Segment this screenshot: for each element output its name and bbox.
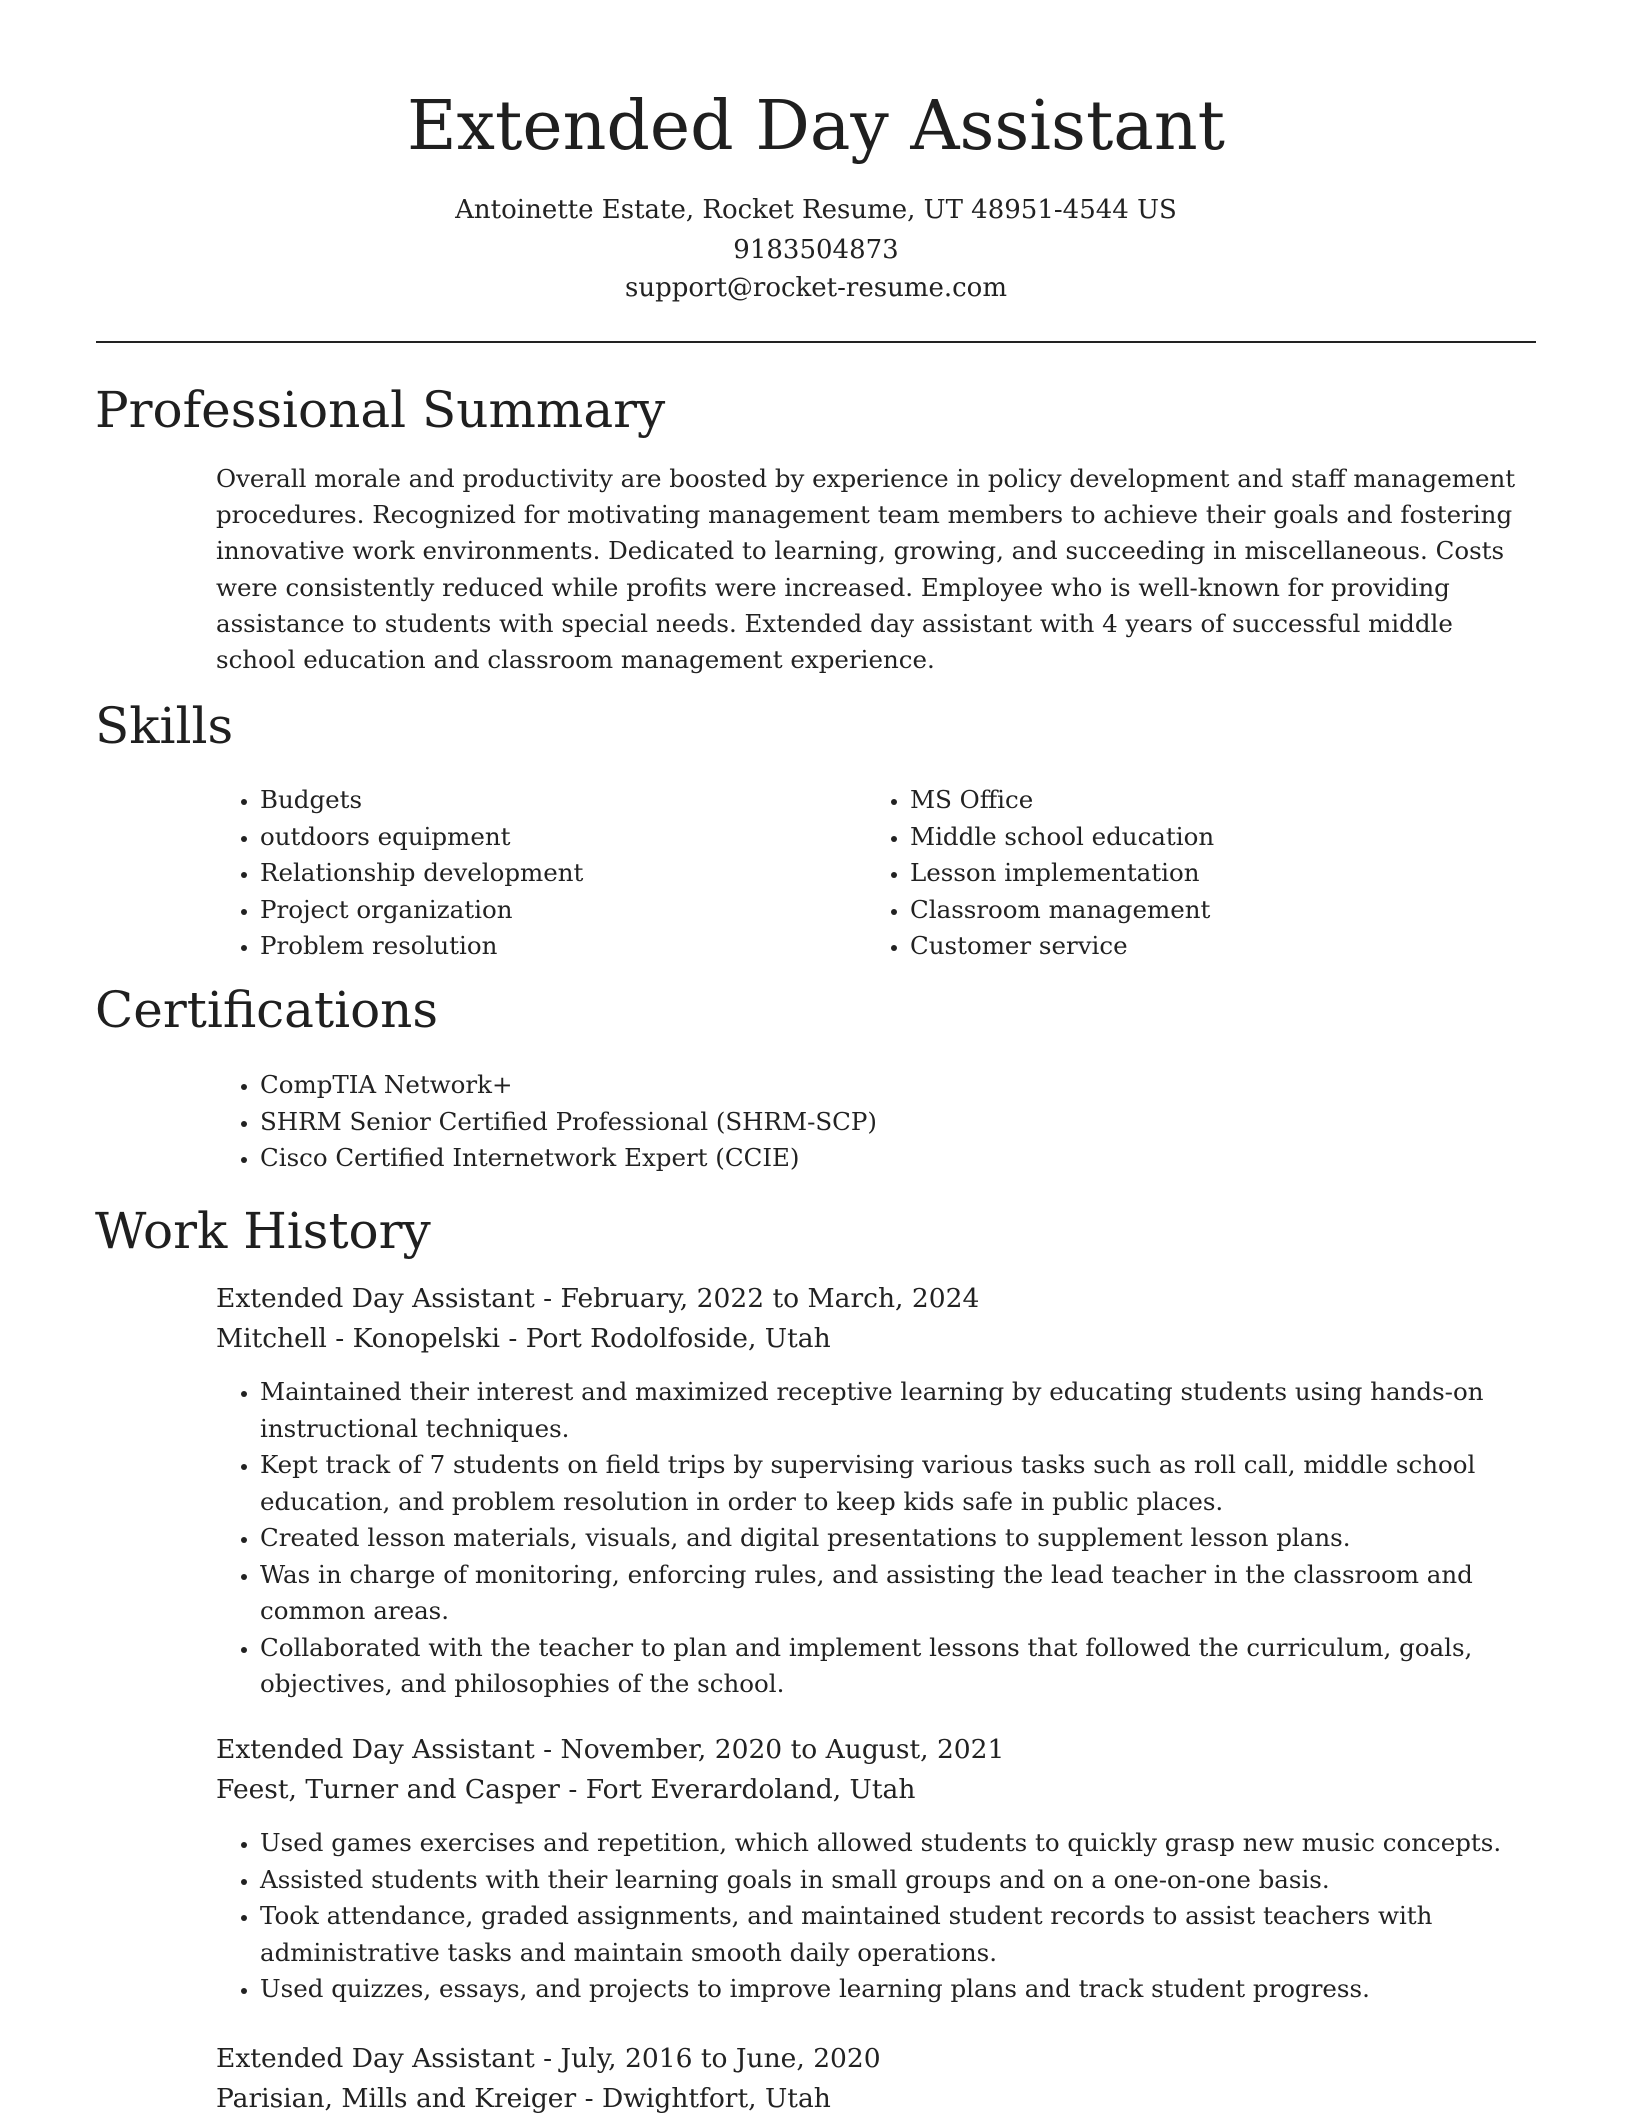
job-bullet: • Maintained their interest and maximized receptive learning by educating students using hands-on instructional techniques. — [260, 1374, 1580, 1447]
job-dates: - November, 2020 to August, 2021 — [534, 1734, 1005, 1765]
header-divider — [96, 341, 1536, 343]
job-bullet: • Took attendance, graded assignments, and maintained student records to assist teachers with administrative tasks and maintain smooth daily operations. — [260, 1898, 1580, 1971]
skill-item: • MS Office — [910, 782, 1550, 819]
job-bullets — [216, 1825, 1580, 2008]
skill-item: • Project organization — [260, 892, 860, 929]
skill-item: • Lesson implementation — [910, 855, 1550, 892]
job-dates: - July, 2016 to June, 2020 — [534, 2043, 881, 2074]
skills-list-right — [866, 782, 1550, 965]
certification-item: • Cisco Certified Internetwork Expert (CCIE) — [260, 1140, 1460, 1177]
skill-item: • Middle school education — [910, 819, 1550, 856]
job-location: - Port Rodolfoside, Utah — [499, 1323, 831, 1354]
certification-item: • SHRM Senior Certified Professional (SHRM-SCP) — [260, 1104, 1460, 1141]
contact-address: Antoinette Estate, Rocket Resume, UT 48951-4544 US — [455, 195, 1177, 225]
section-title-skills: Skills — [95, 697, 234, 755]
job-title-line — [216, 1731, 1004, 1769]
skill-item: • Classroom management — [910, 892, 1550, 929]
job-bullet: • Created lesson materials, visuals, and digital presentations to supplement lesson plans. — [260, 1520, 1580, 1557]
job-company: Feest, Turner and Casper — [216, 1774, 560, 1805]
job-title-line — [216, 1280, 979, 1318]
skill-item: • Budgets — [260, 782, 860, 819]
job-company-line — [216, 1771, 915, 1809]
job-location: - Fort Everardoland, Utah — [559, 1774, 916, 1805]
job-bullets — [216, 1374, 1580, 1703]
job-role: Extended Day Assistant — [216, 1734, 535, 1765]
skill-item: • Relationship development — [260, 855, 860, 892]
certifications-list — [216, 1067, 1460, 1177]
contact-phone: 9183504873 — [733, 235, 899, 265]
job-company: Parisian, Mills and Kreiger — [216, 2083, 577, 2114]
job-title-line — [216, 2040, 881, 2078]
skill-item: • outdoors equipment — [260, 819, 860, 856]
job-location: - Dwightfort, Utah — [576, 2083, 831, 2114]
job-company-line — [216, 2080, 831, 2118]
section-title-work-history: Work History — [95, 1202, 431, 1260]
skill-item: • Problem resolution — [260, 928, 860, 965]
section-title-certifications: Certifications — [95, 981, 439, 1039]
summary-text: Overall morale and productivity are boosted by experience in policy development and staff management procedures. Recognized for motivating management team members to achieve their goals and fostering innovative work environments. Dedicated to learning, growing, and succeeding in miscellaneous. Costs were consistently reduced while profits were increased. Employee who is well-known for providing assistance to students with special needs. Extended day assistant with 4 years of successful middle school education and classroom management experience. — [216, 464, 1516, 675]
job-bullet: • Used games exercises and repetition, which allowed students to quickly grasp new music concepts. — [260, 1825, 1580, 1862]
job-role: Extended Day Assistant — [216, 1283, 535, 1314]
job-company-line — [216, 1320, 831, 1358]
job-bullet: • Used quizzes, essays, and projects to improve learning plans and track student progress. — [260, 1971, 1580, 2008]
skills-list-left — [216, 782, 860, 965]
job-dates: - February, 2022 to March, 2024 — [534, 1283, 980, 1314]
job-bullet: • Collaborated with the teacher to plan and implement lessons that followed the curriculum, goals, objectives, and philosophies of the school. — [260, 1630, 1580, 1703]
contact-email: support@rocket-resume.com — [624, 273, 1007, 303]
job-role: Extended Day Assistant — [216, 2043, 535, 2074]
resume-name: Extended Day Assistant — [407, 87, 1225, 166]
skill-item: • Customer service — [910, 928, 1550, 965]
job-bullet: • Kept track of 7 students on field trips by supervising various tasks such as roll call, middle school education, and problem resolution in order to keep kids safe in public places. — [260, 1447, 1580, 1520]
section-title-summary: Professional Summary — [95, 381, 666, 439]
certification-item: • CompTIA Network+ — [260, 1067, 1460, 1104]
job-bullet: • Was in charge of monitoring, enforcing rules, and assisting the lead teacher in the classroom and common areas. — [260, 1557, 1580, 1630]
job-bullet: • Assisted students with their learning goals in small groups and on a one-on-one basis. — [260, 1862, 1580, 1899]
job-company: Mitchell - Konopelski — [216, 1323, 500, 1354]
